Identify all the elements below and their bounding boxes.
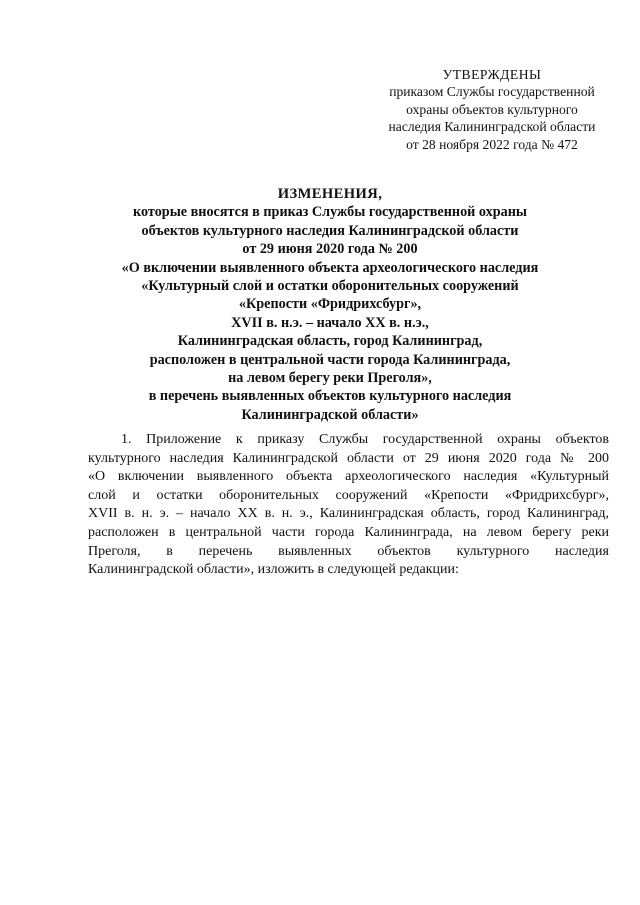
title-line: Калининградская область, город Калининград, [177,333,483,350]
body-line: Преголя, в перечень выявленных объектов культурного наследия [88,543,609,559]
title-line: от 29 июня 2020 года № 200 [242,241,418,258]
body-line: слой и остатки оборонительных сооружений «Крепости «Фридрихсбург», [88,487,609,503]
title-heading: ИЗМЕНЕНИЯ, [277,186,383,202]
body-line: расположен в центральной части города Калининграда, на левом берегу реки [88,524,609,540]
body-line: Калининградской области», изложить в следующей редакции: [88,562,459,578]
title-line: расположен в центральной части города Калининграда, [149,351,511,368]
title-line: Калининградской области» [241,406,419,423]
title-line: объектов культурного наследия Калининградской области [141,222,519,239]
body-line: 1. Приложение к приказу Службы государственной охраны объектов [121,432,609,447]
approval-line: приказом Службы государственной [389,84,595,100]
body-line: «О включении выявленного объекта археологического наследия «Культурный [88,469,609,485]
approval-stamp-block [372,66,612,153]
title-line: «Крепости «Фридрихсбург», [238,296,422,313]
title-line: на левом берегу реки Преголя», [228,370,432,387]
approval-line: от 28 ноября 2022 года № 472 [406,136,578,152]
body-line: культурного наследия Калининградской области от 29 июня 2020 года № 200 [88,450,609,466]
title-line: «О включении выявленного объекта археологического наследия [121,259,539,276]
title-line: которые вносятся в приказ Службы государственной охраны [133,204,527,221]
title-line: в перечень выявленных объектов культурного наследия [148,388,512,405]
body-paragraph [88,431,609,580]
approval-heading: УТВЕРЖДЕНЫ [442,67,542,82]
approval-line: наследия Калининградской области [388,119,596,135]
title-line: «Культурный слой и остатки оборонительных сооружений [141,278,519,295]
approval-line: охраны объектов культурного [406,101,578,117]
document-title [60,185,600,424]
title-line: XVII в. н.э. – начало XX в. н.э., [231,314,429,331]
body-line: XVII в. н. э. – начало XX в. н. э., Калининградская область, город Калининград, [88,506,609,522]
